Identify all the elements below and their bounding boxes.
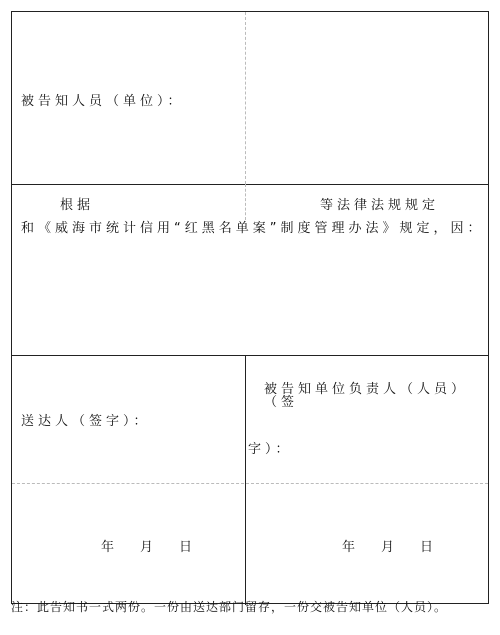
footnote: 注：此告知书一式两份。一份由送达部门留存，一份交被告知单位（人员）。 — [11, 600, 448, 614]
recipient-signature-label: 被告知单位负责人（人员）（签 — [264, 382, 469, 410]
date-left: 年 月 日 — [101, 540, 193, 555]
deliverer-signature-label: 送达人（签字）： — [21, 414, 151, 429]
basis-prefix-text: 根据 — [60, 198, 95, 213]
basis-suffix-text: 等法律法规规定 — [320, 198, 440, 213]
notice-form-table — [11, 11, 489, 604]
date-right: 年 月 日 — [342, 540, 434, 555]
row-divider-dashed — [12, 483, 488, 484]
column-divider-bottom — [245, 355, 246, 605]
row-divider-2 — [12, 355, 488, 356]
recipient-signature-label-cont: 字）： — [248, 442, 293, 457]
row-divider-1 — [12, 184, 488, 185]
recipient-person-label: 被告知人员（单位）： — [21, 94, 185, 109]
basis-body-text: 和《威海市统计信用“红黑名单案”制度管理办法》规定，因： — [21, 221, 485, 236]
column-guide-dashed-mid — [245, 184, 246, 220]
column-guide-dashed-top — [245, 12, 246, 184]
